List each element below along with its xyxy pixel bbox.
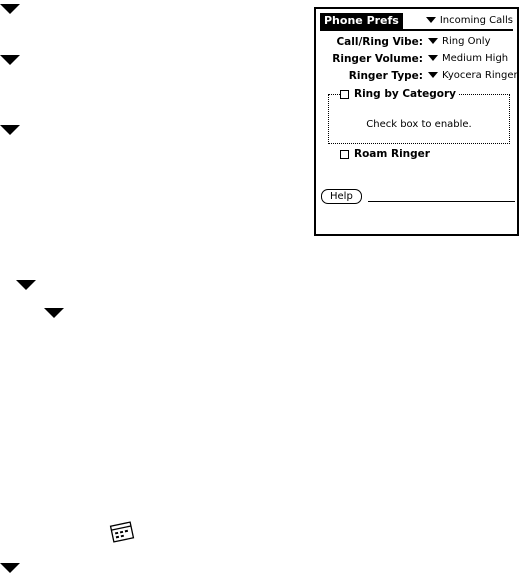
dropdown-arrow-icon[interactable] <box>0 125 20 135</box>
checkbox-icon <box>340 90 349 99</box>
dropdown-arrow-icon[interactable] <box>0 4 20 14</box>
field-value: Medium High <box>442 53 509 64</box>
ringer-volume-row <box>316 53 511 67</box>
ring-by-category-hint: Check box to enable. <box>366 119 472 130</box>
ringer-volume-picker[interactable] <box>428 53 508 64</box>
roam-ringer-label: Roam Ringer <box>354 148 430 160</box>
datebook-icon[interactable] <box>108 520 136 544</box>
dropdown-arrow-icon[interactable] <box>0 55 20 65</box>
ring-by-category-checkbox[interactable] <box>340 88 459 100</box>
ringer-type-picker[interactable] <box>428 70 518 81</box>
dropdown-arrow-icon[interactable] <box>16 280 36 290</box>
ring-by-category-group <box>328 94 510 144</box>
triangle-down-icon <box>426 17 436 23</box>
dropdown-arrow-icon[interactable] <box>0 563 20 573</box>
field-value: Kyocera Ringer <box>442 70 518 81</box>
call-ring-vibe-row <box>316 36 511 50</box>
roam-ringer-checkbox[interactable] <box>340 148 433 160</box>
title-bar <box>320 13 513 31</box>
category-picker-label: Incoming Calls <box>439 15 513 26</box>
field-label: Ringer Type: <box>348 70 423 82</box>
triangle-down-icon <box>428 55 438 61</box>
ringer-type-row <box>316 70 518 84</box>
field-label: Ringer Volume: <box>332 53 423 65</box>
help-button[interactable]: Help <box>321 189 362 204</box>
field-value: Ring Only <box>442 36 491 47</box>
field-label: Call/Ring Vibe: <box>336 36 423 48</box>
bottom-divider <box>368 201 515 202</box>
checkbox-icon <box>340 150 349 159</box>
call-ring-vibe-picker[interactable] <box>428 36 491 47</box>
dropdown-arrow-icon[interactable] <box>44 308 64 318</box>
app-title[interactable]: Phone Prefs <box>320 13 403 29</box>
triangle-down-icon <box>428 72 438 78</box>
triangle-down-icon <box>428 38 438 44</box>
category-picker[interactable] <box>426 15 513 27</box>
ring-by-category-label: Ring by Category <box>354 88 457 100</box>
phone-prefs-screen <box>314 7 519 236</box>
